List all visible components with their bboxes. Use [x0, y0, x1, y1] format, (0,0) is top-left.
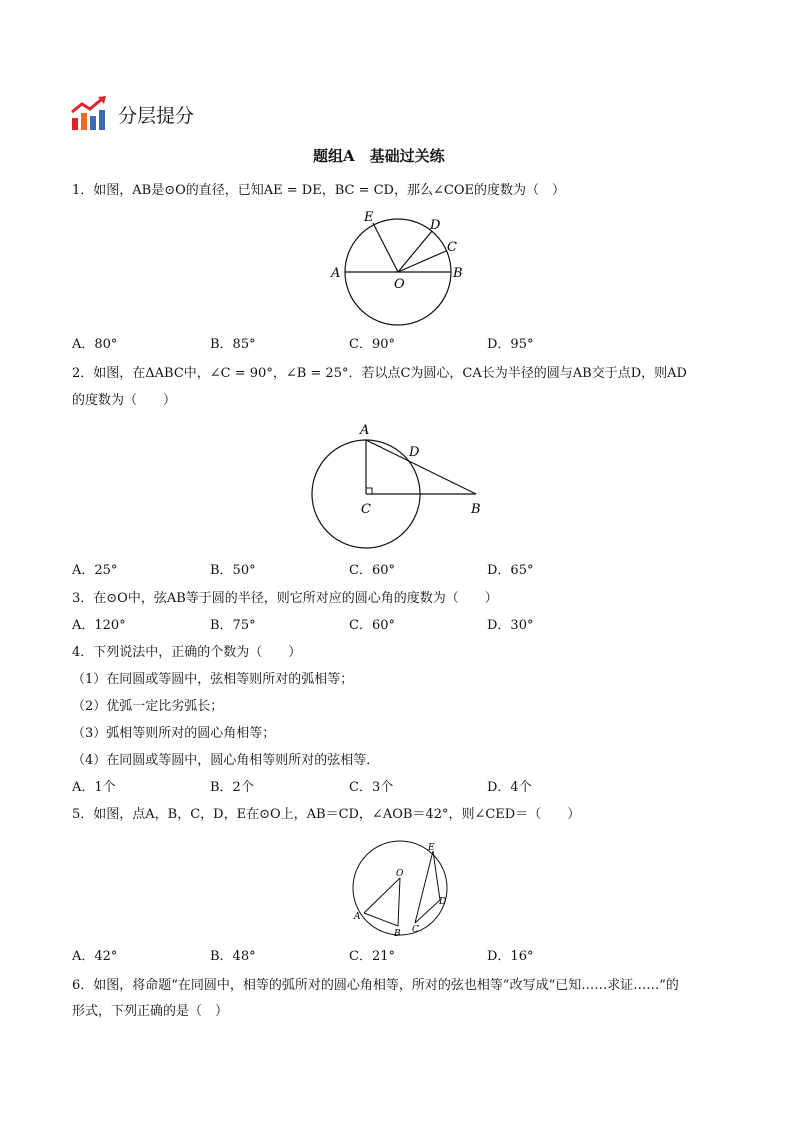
q1-option-d: D．95°: [487, 337, 534, 352]
q3-option-a: A．120°: [72, 618, 126, 633]
question-4-statement-1: （1）在同圆或等圆中，弦相等则所对的弧相等；: [72, 672, 354, 687]
q4-option-a: A．1个: [72, 780, 116, 795]
q5-option-d: D．16°: [487, 949, 534, 964]
figure5-label-o: O: [396, 869, 404, 879]
q2-option-c: C．60°: [349, 563, 395, 578]
q3-option-d: D．30°: [487, 618, 534, 633]
question-1-stem: 1．如图，AB是⊙O的直径，已知AE = DE，BC = CD，那么∠COE的度数为（ ）: [72, 183, 565, 198]
figure1-label-d: D: [430, 218, 441, 233]
question-2-stem-line2: 的度数为（ ）: [72, 393, 177, 408]
question-5-stem: 5．如图，点A，B，C，D，E在⊙O上，AB＝CD，∠AOB＝42°，则∠CED＝（ ）: [72, 807, 581, 822]
figure2-label-d: D: [409, 445, 420, 460]
question-2-figure: [306, 418, 492, 552]
q4-option-b: B．2个: [210, 780, 254, 795]
question-3-stem: 3．在⊙O中，弦AB等于圆的半径，则它所对应的圆心角的度数为（ ）: [72, 591, 498, 606]
q5-option-c: C．21°: [349, 949, 395, 964]
q3-option-c: C．60°: [349, 618, 395, 633]
q2-option-d: D．65°: [487, 563, 534, 578]
question-2-stem-line1: 2．如图，在ΔABC中，∠C = 90°，∠B = 25°．若以点C为圆心，CA长为半径的圆与AB交于点D，则AD: [72, 366, 687, 381]
question-6-stem-line2: 形式，下列正确的是（ ）: [72, 1004, 229, 1019]
figure2-label-a: A: [360, 423, 370, 438]
chart-growth-icon: [70, 96, 110, 132]
question-1-figure: [326, 206, 472, 330]
figure2-label-c: C: [361, 502, 371, 517]
q4-option-c: C．3个: [349, 780, 394, 795]
q1-option-b: B．85°: [210, 337, 256, 352]
q3-option-b: B．75°: [210, 618, 256, 633]
figure5-label-d: D: [439, 897, 447, 907]
figure1-label-o: O: [394, 277, 405, 292]
figure1-label-a: A: [331, 266, 341, 281]
question-4-statement-3: （3）弧相等则所对的圆心角相等；: [72, 726, 276, 741]
logo: [70, 96, 110, 132]
section-title: 题组A 基础过关练: [313, 147, 445, 165]
question-4-stem: 4．下列说法中，正确的个数为（ ）: [72, 645, 302, 660]
figure5-label-a: A: [354, 912, 361, 922]
figure1-label-c: C: [447, 240, 457, 255]
figure2-label-b: B: [471, 502, 481, 517]
q5-option-b: B．48°: [210, 949, 256, 964]
header-title: 分层提分: [118, 105, 195, 127]
figure5-label-c: C: [412, 925, 419, 935]
question-4-statement-4: （4）在同圆或等圆中，圆心角相等则所对的弦相等．: [72, 753, 380, 768]
q1-option-c: C．90°: [349, 337, 395, 352]
figure1-label-b: B: [453, 266, 463, 281]
q2-option-a: A．25°: [72, 563, 118, 578]
q2-option-b: B．50°: [210, 563, 256, 578]
figure1-label-e: E: [364, 210, 374, 225]
q5-option-a: A．42°: [72, 949, 118, 964]
figure5-label-b: B: [394, 929, 401, 939]
figure5-label-e: E: [428, 843, 435, 853]
q4-option-d: D．4个: [487, 780, 532, 795]
question-6-stem-line1: 6．如图，将命题“在同圆中，相等的弧所对的圆心角相等，所对的弦也相等”改写成“已知……求证……”的: [72, 978, 679, 993]
question-4-statement-2: （2）优弧一定比劣弧长；: [72, 699, 224, 714]
q1-option-a: A．80°: [72, 337, 118, 352]
question-5-figure: [348, 838, 452, 942]
